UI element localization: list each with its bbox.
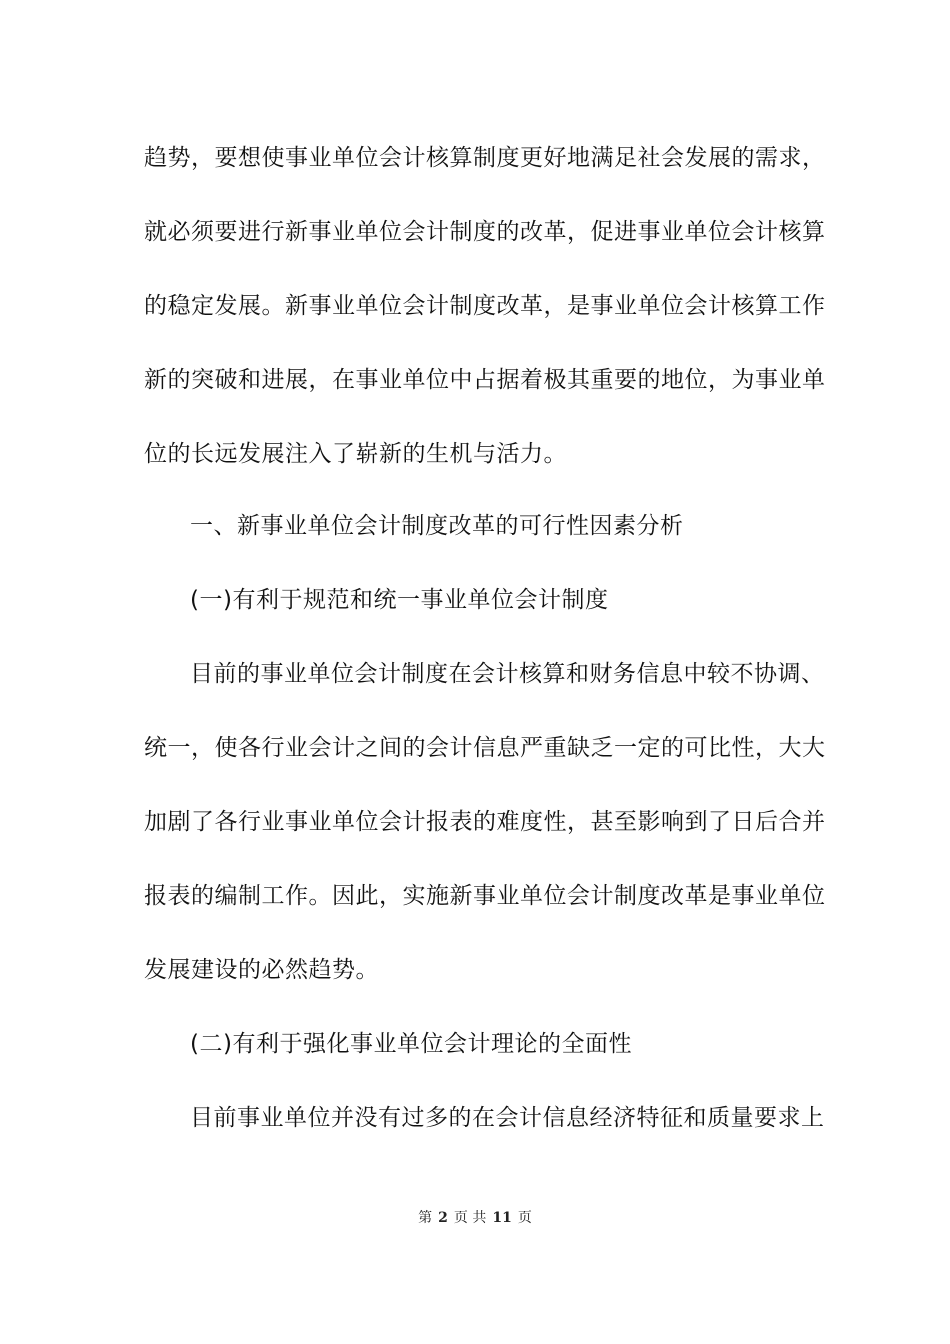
- body-text-line: 位的长远发展注入了崭新的生机与活力。: [144, 441, 567, 467]
- page-total: 11: [492, 1210, 512, 1226]
- body-text-line: 发展建设的必然趋势。: [144, 957, 379, 983]
- section-heading: 一、新事业单位会计制度改革的可行性因素分析: [190, 513, 684, 539]
- body-text-line: 报表的编制工作。因此，实施新事业单位会计制度改革是事业单位: [144, 883, 826, 909]
- body-text-line: 目前的事业单位会计制度在会计核算和财务信息中较不协调、: [190, 661, 825, 687]
- body-text-line: 统一，使各行业会计之间的会计信息严重缺乏一定的可比性，大大: [144, 735, 826, 761]
- footer-prefix: 第: [418, 1210, 433, 1226]
- page-footer: [0, 1208, 950, 1228]
- subsection-heading: (一)有利于规范和统一事业单位会计制度: [190, 587, 609, 613]
- body-text-line: 新的突破和进展，在事业单位中占据着极其重要的地位，为事业单: [144, 367, 826, 393]
- body-text-line: 的稳定发展。新事业单位会计制度改革，是事业单位会计核算工作: [144, 293, 826, 319]
- page-number: 2: [438, 1210, 448, 1226]
- footer-middle: 页 共: [453, 1210, 487, 1226]
- footer-suffix: 页: [517, 1210, 532, 1226]
- body-text-line: 目前事业单位并没有过多的在会计信息经济特征和质量要求上: [190, 1105, 825, 1131]
- subsection-heading: (二)有利于强化事业单位会计理论的全面性: [190, 1031, 632, 1057]
- body-text-line: 趋势，要想使事业单位会计核算制度更好地满足社会发展的需求，: [144, 145, 826, 171]
- body-text-line: 就必须要进行新事业单位会计制度的改革，促进事业单位会计核算: [144, 219, 826, 245]
- body-text-line: 加剧了各行业事业单位会计报表的难度性，甚至影响到了日后合并: [144, 809, 826, 835]
